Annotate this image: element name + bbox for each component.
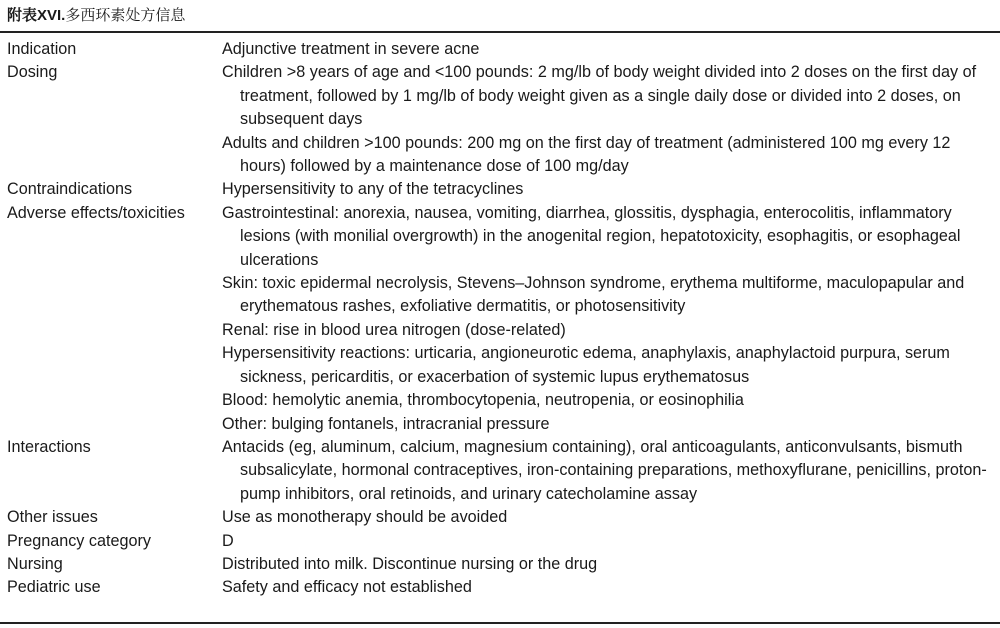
table-row bbox=[0, 38, 1000, 61]
row-paragraph: Use as monotherapy should be avoided bbox=[222, 508, 508, 527]
table-row bbox=[0, 506, 1000, 529]
table-row bbox=[0, 202, 1000, 436]
row-label: Dosing bbox=[7, 63, 58, 82]
row-label: Adverse effects/toxicities bbox=[7, 203, 185, 222]
info-table bbox=[0, 38, 1000, 600]
row-content bbox=[222, 38, 992, 61]
row-paragraph: Adults and children >100 pounds: 200 mg on the first day of treatment (administered 100 mg every 12 hours) followed by a maintenance dose of 100 mg/day bbox=[222, 133, 951, 176]
row-paragraph: Children >8 years of age and <100 pounds: 2 mg/lb of body weight divided into 2 doses on the first day of treatment, followed by 1 mg/lb of body weight given as a single daily dose or divided into 2 doses, on subsequent days bbox=[222, 63, 977, 129]
row-content bbox=[222, 202, 992, 436]
table-row bbox=[0, 530, 1000, 553]
row-paragraph: Other: bulging fontanels, intracranial pressure bbox=[222, 414, 550, 433]
row-paragraph: Skin: toxic epidermal necrolysis, Stevens–Johnson syndrome, erythema multiforme, maculopapular and erythematous rashes, exfoliative dermatitis, or photosensitivity bbox=[222, 274, 965, 316]
row-paragraph: Antacids (eg, aluminum, calcium, magnesium containing), oral anticoagulants, anticonvulsants, bismuth subsalicylate, hormonal contraceptives, iron-containing preparations, methoxyflurane, penicillins, proton-pump inhibitors, oral retinoids, and urinary catecholamine assay bbox=[222, 437, 987, 503]
row-paragraph: Gastrointestinal: anorexia, nausea, vomiting, diarrhea, glossitis, dysphagia, enterocolitis, inflammatory lesions (with monilial overgrowth) in the anogenital region, hepatotoxicity, esophagitis, or esophageal ulcerations bbox=[222, 203, 961, 269]
row-content bbox=[222, 576, 992, 599]
row-label: Nursing bbox=[7, 554, 63, 573]
row-label: Indication bbox=[7, 40, 77, 58]
row-content bbox=[222, 61, 992, 178]
row-paragraph: Adjunctive treatment in severe acne bbox=[222, 40, 480, 58]
bottom-rule bbox=[0, 622, 1000, 624]
table-row bbox=[0, 178, 1000, 201]
caption-label: 附表XVI. bbox=[7, 7, 66, 24]
top-rule bbox=[0, 31, 1000, 33]
row-paragraph: Distributed into milk. Discontinue nursing or the drug bbox=[222, 554, 598, 573]
table-row bbox=[0, 61, 1000, 178]
row-content bbox=[222, 436, 992, 506]
row-paragraph: Blood: hemolytic anemia, thrombocytopenia, neutropenia, or eosinophilia bbox=[222, 391, 744, 410]
caption-title: 多西环素处方信息 bbox=[65, 7, 186, 24]
row-paragraph: D bbox=[222, 531, 234, 550]
row-label: Interactions bbox=[7, 437, 91, 456]
row-label: Contraindications bbox=[7, 180, 133, 199]
row-content bbox=[222, 506, 992, 529]
row-label: Pregnancy category bbox=[7, 531, 151, 550]
row-paragraph: Hypersensitivity reactions: urticaria, angioneurotic edema, anaphylaxis, anaphylactoid purpura, serum sickness, pericarditis, or exacerbation of systemic lupus erythematosus bbox=[222, 344, 950, 386]
row-content bbox=[222, 553, 992, 576]
row-paragraph: Renal: rise in blood urea nitrogen (dose-related) bbox=[222, 320, 566, 339]
row-label: Pediatric use bbox=[7, 578, 101, 597]
row-paragraph: Safety and efficacy not established bbox=[222, 578, 472, 597]
table-row bbox=[0, 576, 1000, 599]
row-content bbox=[222, 530, 992, 553]
table-row bbox=[0, 553, 1000, 576]
table-caption bbox=[7, 6, 185, 26]
row-content bbox=[222, 178, 992, 201]
row-paragraph: Hypersensitivity to any of the tetracyclines bbox=[222, 180, 524, 199]
table-row bbox=[0, 436, 1000, 506]
row-label: Other issues bbox=[7, 508, 98, 527]
